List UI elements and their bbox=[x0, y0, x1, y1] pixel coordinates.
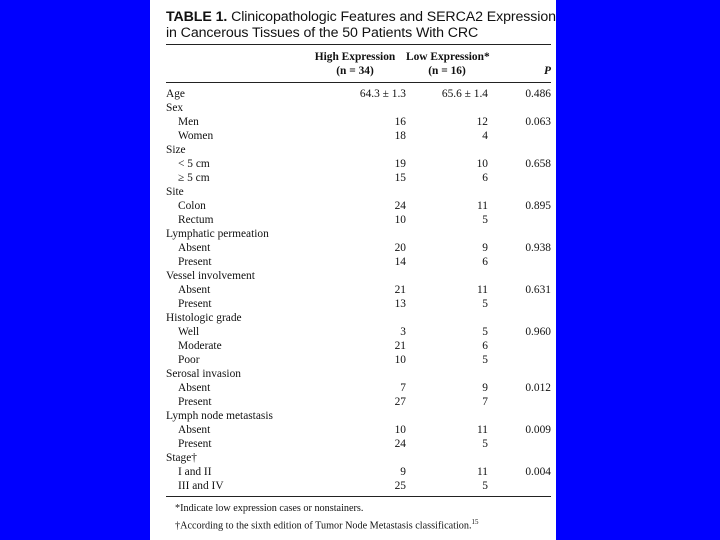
row-low-value bbox=[406, 227, 488, 241]
table-row bbox=[166, 115, 551, 129]
row-label: Sex bbox=[166, 102, 184, 114]
row-low-value: 11 bbox=[477, 466, 488, 478]
table-row bbox=[166, 479, 551, 493]
table-row bbox=[166, 227, 551, 241]
row-label: Absent bbox=[178, 284, 211, 296]
header-p: P bbox=[544, 65, 551, 77]
row-p-value: 0.486 bbox=[525, 88, 551, 100]
row-p-value bbox=[488, 227, 551, 241]
footnote-2-text: †According to the sixth edition of Tumor Node Metastasis classification. bbox=[175, 519, 472, 531]
row-high-value: 10 bbox=[394, 354, 406, 366]
table-row bbox=[166, 83, 551, 101]
bottom-rule bbox=[166, 496, 551, 497]
row-label: Men bbox=[178, 116, 199, 128]
row-p-value bbox=[488, 339, 551, 353]
header-high-n: (n = 34) bbox=[336, 65, 374, 77]
row-p-value bbox=[488, 143, 551, 157]
table-row bbox=[166, 395, 551, 409]
row-low-value: 9 bbox=[482, 242, 488, 254]
row-low-value bbox=[406, 311, 488, 325]
row-high-value: 18 bbox=[394, 130, 406, 142]
row-label: < 5 cm bbox=[178, 158, 210, 170]
table-row bbox=[166, 241, 551, 255]
row-high-value: 25 bbox=[394, 480, 406, 492]
row-p-value bbox=[488, 479, 551, 493]
row-label: Absent bbox=[178, 382, 211, 394]
row-high-value: 9 bbox=[400, 466, 406, 478]
row-high-value bbox=[304, 269, 406, 283]
table-row bbox=[166, 381, 551, 395]
table-row bbox=[166, 423, 551, 437]
table-row bbox=[166, 143, 551, 157]
row-low-value: 5 bbox=[482, 298, 488, 310]
row-high-value: 15 bbox=[394, 172, 406, 184]
table-row bbox=[166, 297, 551, 311]
table-row bbox=[166, 367, 551, 381]
row-high-value: 16 bbox=[394, 116, 406, 128]
row-label: ≥ 5 cm bbox=[178, 172, 210, 184]
row-label: Present bbox=[178, 396, 212, 408]
row-label: Serosal invasion bbox=[166, 368, 241, 380]
footnotes bbox=[175, 503, 551, 532]
row-high-value: 10 bbox=[394, 424, 406, 436]
table-row bbox=[166, 465, 551, 479]
row-low-value: 5 bbox=[482, 438, 488, 450]
row-low-value: 11 bbox=[477, 200, 488, 212]
row-label: Age bbox=[166, 88, 185, 100]
table-row bbox=[166, 353, 551, 367]
row-high-value bbox=[304, 311, 406, 325]
row-high-value: 27 bbox=[394, 396, 406, 408]
row-low-value bbox=[406, 185, 488, 199]
row-label: Absent bbox=[178, 424, 211, 436]
row-label: Women bbox=[178, 130, 214, 142]
row-p-value: 0.960 bbox=[525, 326, 551, 338]
row-label: Lymph node metastasis bbox=[166, 410, 273, 422]
row-low-value: 65.6 ± 1.4 bbox=[441, 88, 488, 100]
row-p-value bbox=[488, 129, 551, 143]
row-p-value bbox=[488, 311, 551, 325]
data-table bbox=[166, 45, 551, 493]
row-label: I and II bbox=[178, 466, 212, 478]
row-high-value bbox=[304, 409, 406, 423]
row-p-value: 0.658 bbox=[525, 158, 551, 170]
table-header bbox=[166, 45, 551, 83]
row-p-value bbox=[488, 451, 551, 465]
table-title-line1: Clinicopathologic Features and SERCA2 Expression bbox=[231, 9, 556, 25]
row-low-value: 5 bbox=[482, 214, 488, 226]
table-row bbox=[166, 339, 551, 353]
footnote-2 bbox=[175, 516, 551, 533]
table-row bbox=[166, 101, 551, 115]
table-row bbox=[166, 213, 551, 227]
table-row bbox=[166, 157, 551, 171]
row-p-value: 0.631 bbox=[525, 284, 551, 296]
row-p-value bbox=[488, 437, 551, 451]
row-label: Present bbox=[178, 256, 212, 268]
row-high-value: 24 bbox=[394, 438, 406, 450]
row-p-value: 0.895 bbox=[525, 200, 551, 212]
row-low-value bbox=[406, 269, 488, 283]
row-low-value: 9 bbox=[482, 382, 488, 394]
row-low-value bbox=[406, 101, 488, 115]
row-label: Size bbox=[166, 144, 186, 156]
table-row bbox=[166, 437, 551, 451]
table-title bbox=[166, 9, 556, 41]
row-high-value: 21 bbox=[394, 284, 406, 296]
row-high-value: 13 bbox=[394, 298, 406, 310]
row-high-value: 24 bbox=[394, 200, 406, 212]
row-high-value bbox=[304, 367, 406, 381]
row-high-value: 21 bbox=[394, 340, 406, 352]
row-low-value: 5 bbox=[482, 354, 488, 366]
row-label: Lymphatic permeation bbox=[166, 228, 269, 240]
row-low-value bbox=[406, 451, 488, 465]
table-row bbox=[166, 325, 551, 339]
header-high: High Expression bbox=[314, 51, 396, 63]
row-p-value bbox=[488, 171, 551, 185]
row-high-value: 10 bbox=[394, 214, 406, 226]
table-title-label: TABLE 1. bbox=[166, 9, 228, 25]
table-row bbox=[166, 255, 551, 269]
row-high-value bbox=[304, 227, 406, 241]
row-label: Moderate bbox=[178, 340, 222, 352]
table-title-line2: in Cancerous Tissues of the 50 Patients With CRC bbox=[166, 25, 479, 41]
row-p-value: 0.004 bbox=[525, 466, 551, 478]
row-low-value: 12 bbox=[476, 116, 488, 128]
row-low-value bbox=[406, 409, 488, 423]
row-p-value bbox=[488, 185, 551, 199]
row-p-value bbox=[488, 409, 551, 423]
row-p-value: 0.012 bbox=[525, 382, 551, 394]
row-label: Vessel involvement bbox=[166, 270, 255, 282]
table-row bbox=[166, 269, 551, 283]
row-p-value bbox=[488, 255, 551, 269]
row-high-value: 7 bbox=[400, 382, 406, 394]
row-label: Stage† bbox=[166, 452, 198, 464]
table-row bbox=[166, 311, 551, 325]
table-row bbox=[166, 409, 551, 423]
row-label: Absent bbox=[178, 242, 211, 254]
row-label: Present bbox=[178, 438, 212, 450]
footnote-2-ref: 15 bbox=[471, 517, 479, 526]
table-body bbox=[166, 83, 551, 493]
row-p-value: 0.063 bbox=[525, 116, 551, 128]
row-label: Site bbox=[166, 186, 184, 198]
row-low-value: 4 bbox=[482, 130, 488, 142]
row-low-value: 7 bbox=[482, 396, 488, 408]
row-low-value: 6 bbox=[482, 256, 488, 268]
table-row bbox=[166, 129, 551, 143]
row-high-value: 14 bbox=[394, 256, 406, 268]
row-label: Poor bbox=[178, 354, 200, 366]
table-row bbox=[166, 199, 551, 213]
row-label: Rectum bbox=[178, 214, 214, 226]
row-label: III and IV bbox=[178, 480, 224, 492]
row-high-value bbox=[304, 101, 406, 115]
row-p-value bbox=[488, 213, 551, 227]
row-low-value: 5 bbox=[482, 480, 488, 492]
row-p-value bbox=[488, 269, 551, 283]
row-high-value: 64.3 ± 1.3 bbox=[359, 88, 406, 100]
table-row bbox=[166, 185, 551, 199]
row-low-value: 11 bbox=[477, 424, 488, 436]
row-p-value bbox=[488, 367, 551, 381]
header-low-n: (n = 16) bbox=[428, 65, 466, 77]
table-row bbox=[166, 283, 551, 297]
row-low-value bbox=[406, 367, 488, 381]
row-p-value bbox=[488, 395, 551, 409]
row-high-value: 19 bbox=[394, 158, 406, 170]
table-row bbox=[166, 451, 551, 465]
row-low-value: 6 bbox=[482, 340, 488, 352]
row-low-value bbox=[406, 143, 488, 157]
row-p-value: 0.938 bbox=[525, 242, 551, 254]
row-low-value: 11 bbox=[477, 284, 488, 296]
row-high-value: 20 bbox=[394, 242, 406, 254]
row-label: Well bbox=[178, 326, 200, 338]
row-high-value bbox=[304, 143, 406, 157]
row-p-value bbox=[488, 101, 551, 115]
row-low-value: 6 bbox=[482, 172, 488, 184]
table-row bbox=[166, 171, 551, 185]
row-label: Histologic grade bbox=[166, 312, 242, 324]
header-low: Low Expression* bbox=[406, 51, 490, 63]
row-high-value bbox=[304, 451, 406, 465]
row-p-value bbox=[488, 353, 551, 367]
row-label: Colon bbox=[178, 200, 206, 212]
row-label: Present bbox=[178, 298, 212, 310]
row-low-value: 5 bbox=[482, 326, 488, 338]
row-low-value: 10 bbox=[476, 158, 488, 170]
table-document bbox=[150, 0, 556, 540]
row-p-value: 0.009 bbox=[525, 424, 551, 436]
row-high-value: 3 bbox=[400, 326, 406, 338]
row-high-value bbox=[304, 185, 406, 199]
footnote-1: *Indicate low expression cases or nonstainers. bbox=[175, 503, 364, 514]
row-p-value bbox=[488, 297, 551, 311]
